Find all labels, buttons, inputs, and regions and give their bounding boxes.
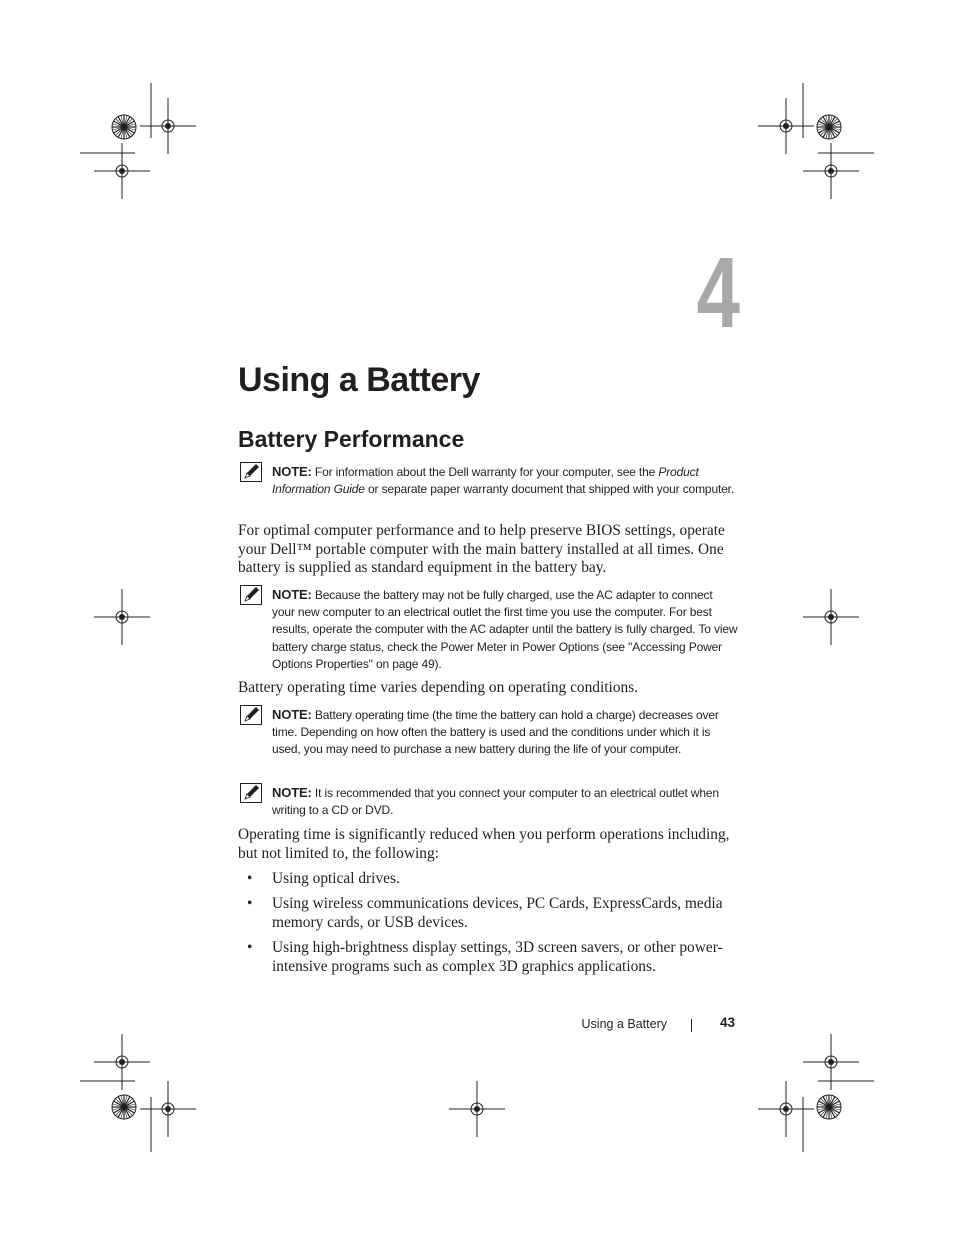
bullet-list	[238, 869, 738, 982]
pencil-note-icon	[240, 783, 262, 803]
registration-crosshair-icon	[803, 589, 859, 645]
paragraph-optimal-performance: For optimal computer performance and to help preserve BIOS settings, operate your Dell™ portable computer with the main battery installed at all times. One battery is supplied as standard equipment in the battery bay.	[238, 522, 725, 577]
note-text	[272, 463, 738, 498]
note-text	[272, 706, 738, 759]
note-cd-dvd	[238, 784, 738, 819]
note-label: NOTE:	[272, 587, 312, 602]
chapter-title: Using a Battery	[238, 361, 480, 399]
registration-crosshair-icon	[140, 98, 196, 154]
pencil-note-icon	[240, 462, 262, 482]
note-text	[272, 586, 738, 673]
bullet-dot: •	[247, 870, 253, 887]
note-body: Because the battery may not be fully charged, use the AC adapter to connect your new computer to an electrical outlet the first time you use the computer. For best results, operate the computer with the AC adapter until the battery is fully charged. To view battery charge status, check the Power Meter in Power Options (see "Accessing Power Options Properties" on page 49).	[272, 588, 738, 671]
spoke-target-icon	[112, 115, 136, 139]
registration-crosshair-icon	[94, 143, 150, 199]
note-decrease	[238, 706, 738, 759]
registration-crosshair-icon	[758, 98, 814, 154]
chapter-number: 4	[696, 237, 740, 349]
registration-crosshair-icon	[140, 1081, 196, 1137]
registration-crosshair-icon	[803, 1034, 859, 1090]
registration-crosshair-icon	[94, 589, 150, 645]
list-item	[238, 938, 738, 976]
bullet-dot: •	[247, 895, 253, 912]
registration-crosshair-icon	[758, 1081, 814, 1137]
list-item	[238, 869, 738, 888]
footer-separator	[691, 1019, 692, 1032]
paragraph-operating-time: Battery operating time varies depending on operating conditions.	[238, 679, 639, 696]
note-label: NOTE:	[272, 785, 312, 800]
pencil-note-icon	[240, 705, 262, 725]
list-item	[238, 894, 738, 932]
note-warranty	[238, 463, 738, 498]
section-title: Battery Performance	[238, 426, 465, 452]
note-text	[272, 784, 738, 819]
footer-chapter-label: Using a Battery	[581, 1017, 667, 1031]
list-item-text: Using wireless communications devices, PC Cards, ExpressCards, media memory cards, or USB devices.	[272, 895, 723, 931]
note-text-after: or separate paper warranty document that shipped with your computer.	[368, 482, 735, 497]
note-body: Battery operating time (the time the battery can hold a charge) decreases over time. Depending on how often the battery is used and the conditions under which it is used, you may need to purchase a new battery during the life of your computer.	[272, 708, 719, 757]
registration-crosshair-icon	[803, 143, 859, 199]
spoke-target-icon	[112, 1095, 136, 1119]
note-charge	[238, 586, 738, 673]
registration-crosshair-icon	[94, 1034, 150, 1090]
registration-crosshair-icon	[449, 1081, 505, 1137]
list-item-text: Using high-brightness display settings, 3D screen savers, or other power-intensive programs such as complex 3D graphics applications.	[272, 939, 723, 975]
pencil-note-icon	[240, 585, 262, 605]
bullet-dot: •	[247, 939, 253, 956]
list-item-text: Using optical drives.	[272, 870, 400, 887]
page-number: 43	[719, 1015, 735, 1030]
spoke-target-icon	[817, 115, 841, 139]
note-text-before: For information about the Dell warranty for your computer, see the	[314, 465, 656, 479]
spoke-target-icon	[817, 1095, 841, 1119]
note-body: It is recommended that you connect your computer to an electrical outlet when writing to a CD or DVD.	[272, 786, 719, 818]
note-label: NOTE:	[272, 707, 312, 722]
paragraph-reduced-time: Operating time is significantly reduced when you perform operations including, but not limited to, the following:	[238, 826, 730, 862]
note-text-italic: Product Information Guide	[272, 465, 699, 497]
note-label: NOTE:	[272, 464, 312, 479]
